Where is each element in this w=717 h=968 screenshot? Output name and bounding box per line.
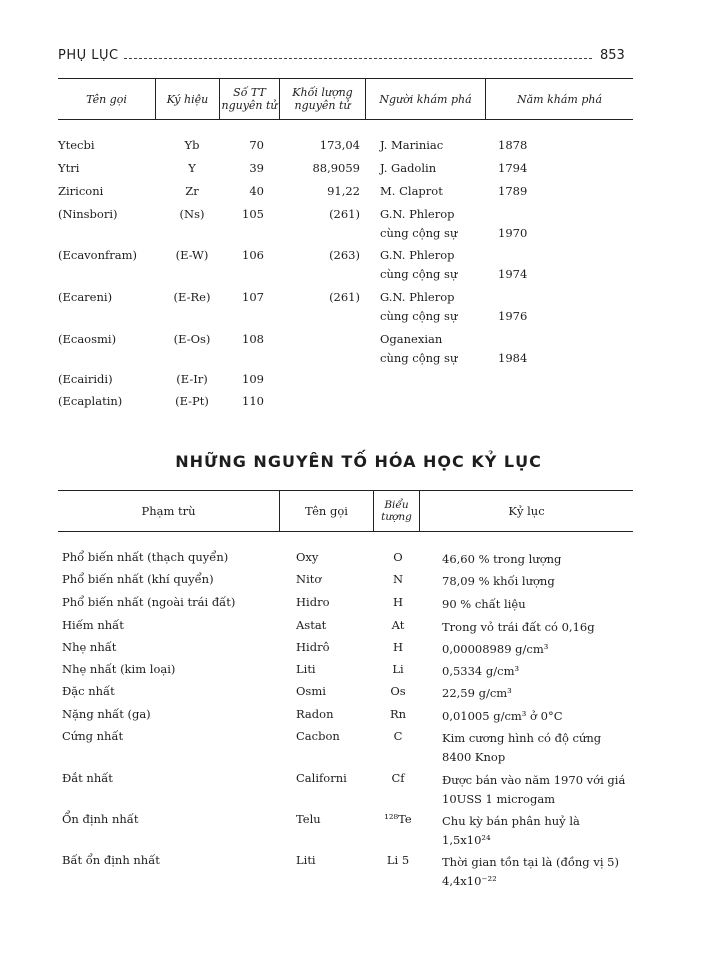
discoverer-note: cùng cộng sự: [380, 351, 458, 365]
col-header-category: Phạm trù: [58, 491, 280, 531]
record-category: Nhẹ nhất (kim loại): [62, 662, 176, 676]
atomic-mass: (261): [329, 290, 360, 304]
element-symbol: O: [393, 550, 403, 564]
discoverer: M. Claprot: [380, 184, 443, 198]
section-title: NHỮNG NGUYÊN TỐ HÓA HỌC KỶ LỤC: [175, 452, 542, 471]
record-value: Trong vỏ trái đất có 0,16g: [442, 620, 595, 634]
discovery-year: 1789: [498, 184, 528, 198]
element-symbol: (E-Ir): [176, 372, 208, 386]
element-name: Telu: [296, 812, 321, 826]
record-value: 78,09 % khối lượng: [442, 574, 555, 588]
record-category: Hiếm nhất: [62, 618, 124, 632]
discovery-year: 1976: [498, 309, 528, 323]
element-symbol: ¹²⁸Te: [384, 812, 412, 826]
element-symbol: Li: [392, 662, 404, 676]
element-name: Liti: [296, 662, 316, 676]
record-value: Chu kỳ bán phân huỷ là 1,5x10²⁴: [442, 814, 580, 847]
atomic-number: 107: [242, 290, 264, 304]
record-category: Nhẹ nhất: [62, 640, 117, 654]
element-name: (Ecaosmi): [58, 332, 117, 346]
records-table-header: [58, 490, 633, 532]
element-name: Californi: [296, 771, 347, 785]
discovery-year: 1974: [498, 267, 528, 281]
atomic-number: 108: [242, 332, 264, 346]
atomic-mass: 173,04: [319, 138, 360, 152]
atomic-mass: 91,22: [327, 184, 360, 198]
element-name: Cacbon: [296, 729, 340, 743]
record-category: Phổ biến nhất (khí quyển): [62, 572, 214, 586]
record-value: 22,59 g/cm³: [442, 686, 512, 700]
record-category: Cứng nhất: [62, 729, 124, 743]
element-symbol: H: [392, 640, 404, 654]
running-header-left: PHỤ LỤC: [58, 48, 119, 63]
atomic-number: 109: [242, 372, 264, 386]
page-number: 853: [600, 48, 625, 63]
element-symbol: Zr: [185, 184, 199, 198]
element-symbol: (E-Os): [173, 332, 211, 346]
discoverer-note: cùng cộng sự: [380, 309, 458, 323]
atomic-number: 39: [249, 161, 264, 175]
element-symbol: H: [392, 595, 404, 609]
col-header-discoverer: Người khám phá: [366, 79, 486, 119]
element-symbol: (Ns): [179, 207, 205, 221]
col-header-atomic-mass: Khối lượng nguyên tử: [280, 79, 366, 119]
element-name: Hidrô: [296, 640, 330, 654]
atomic-mass: (263): [329, 248, 360, 262]
element-name: (Ecareni): [58, 290, 113, 304]
atomic-mass: 88,9059: [312, 161, 360, 175]
element-symbol: Cf: [391, 771, 405, 785]
record-value: 0,01005 g/cm³ ở 0°C: [442, 709, 563, 723]
record-value: 46,60 % trong lượng: [442, 552, 562, 566]
record-category: Ổn định nhất: [62, 812, 139, 826]
discoverer-note: cùng cộng sự: [380, 226, 458, 240]
col-header-name: Tên gọi: [58, 79, 156, 119]
element-name: Ziriconi: [58, 184, 104, 198]
atomic-number: 70: [249, 138, 264, 152]
discoverer-note: cùng cộng sự: [380, 267, 458, 281]
element-name: (Ninsbori): [58, 207, 118, 221]
element-symbol: N: [392, 572, 404, 586]
element-name: (Ecaplatin): [58, 394, 123, 408]
atomic-number: 110: [242, 394, 264, 408]
element-name: Hidro: [296, 595, 330, 609]
element-symbol: (E-Pt): [175, 394, 209, 408]
discoverer: G.N. Phlerop: [380, 290, 455, 304]
discoverer: J. Gadolin: [380, 161, 437, 175]
element-symbol: (E-W): [175, 248, 209, 262]
col-header-name: Tên gọi: [280, 491, 374, 531]
discoverer: Oganexian: [380, 332, 443, 346]
discovery-year: 1878: [498, 138, 528, 152]
record-category: Đắt nhất: [62, 771, 113, 785]
atomic-number: 105: [242, 207, 264, 221]
col-header-symbol: Biểu tượng: [374, 491, 420, 531]
element-symbol: Li 5: [386, 853, 410, 867]
record-value: 90 % chất liệu: [442, 597, 526, 611]
element-symbol: Rn: [389, 707, 407, 721]
element-name: Ytecbi: [58, 138, 95, 152]
record-value: Được bán vào năm 1970 với giá 10USS 1 microgam: [442, 773, 626, 806]
element-name: (Ecairidi): [58, 372, 113, 386]
record-value: Thời gian tồn tại là (đồng vị 5) 4,4x10⁻²²: [442, 855, 619, 888]
element-table-header: [58, 78, 633, 120]
record-value: 0,5334 g/cm³: [442, 664, 520, 678]
discovery-year: 1794: [498, 161, 528, 175]
element-name: Osmi: [296, 684, 326, 698]
col-header-year: Năm khám phá: [516, 92, 603, 106]
element-symbol: Y: [188, 161, 196, 175]
atomic-number: 106: [242, 248, 264, 262]
record-value: Kim cương hình có độ cứng 8400 Knop: [442, 731, 602, 764]
element-name: Radon: [296, 707, 334, 721]
discoverer: J. Mariniac: [380, 138, 444, 152]
record-value: 0,00008989 g/cm³: [442, 642, 549, 656]
discoverer: G.N. Phlerop: [380, 207, 455, 221]
record-category: Bất ổn định nhất: [62, 853, 160, 867]
col-header-symbol: Ký hiệu: [156, 79, 220, 119]
element-symbol: Yb: [184, 138, 200, 152]
element-name: Nitơ: [296, 572, 322, 586]
col-header-record: Kỷ lục: [508, 504, 545, 518]
element-name: (Ecavonfram): [58, 248, 138, 262]
element-name: Astat: [296, 618, 327, 632]
element-name: Ytri: [58, 161, 80, 175]
element-symbol: At: [391, 618, 405, 632]
record-category: Đặc nhất: [62, 684, 115, 698]
record-category: Phổ biến nhất (ngoài trái đất): [62, 595, 236, 609]
atomic-number: 40: [249, 184, 264, 198]
element-symbol: C: [393, 729, 403, 743]
discovery-year: 1970: [498, 226, 528, 240]
element-name: Liti: [296, 853, 316, 867]
discoverer: G.N. Phlerop: [380, 248, 455, 262]
element-symbol: Os: [390, 684, 406, 698]
element-name: Oxy: [296, 550, 319, 564]
record-category: Nặng nhất (ga): [62, 707, 151, 721]
header-rule: [124, 58, 592, 59]
element-symbol: (E-Re): [173, 290, 211, 304]
atomic-mass: (261): [329, 207, 360, 221]
col-header-atomic-number: Số TT nguyên tử: [220, 79, 280, 119]
record-category: Phổ biến nhất (thạch quyển): [62, 550, 229, 564]
discovery-year: 1984: [498, 351, 528, 365]
